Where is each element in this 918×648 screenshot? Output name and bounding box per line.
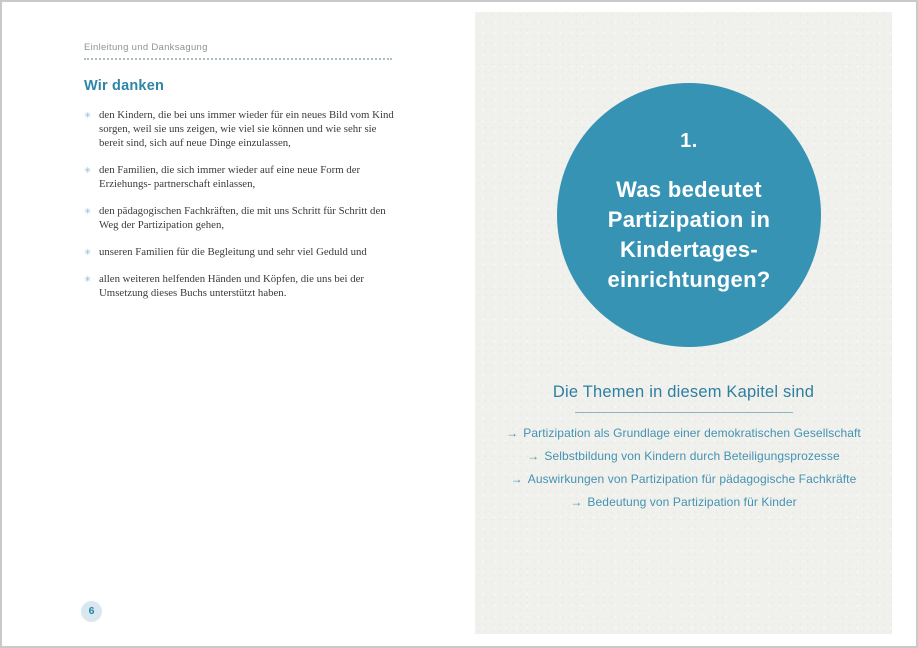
arrow-right-icon: → — [527, 449, 540, 463]
list-item-text: unseren Familien für die Begleitung und sehr viel Geduld und — [99, 246, 367, 258]
list-item-text: den Familien, die sich immer wieder auf eine neue Form der Erziehungs- partnerschaft einlassen, — [99, 164, 361, 190]
topic-label: Auswirkungen von Partizipation für pädagogische Fachkräfte — [527, 472, 857, 486]
topic-item — [475, 495, 892, 509]
running-header-label: Einleitung und Danksagung — [84, 42, 208, 53]
list-item-text: allen weiteren helfenden Händen und Köpfen, die uns bei der Umsetzung dieses Buchs unterstützt haben. — [99, 273, 365, 299]
dotted-rule — [84, 57, 392, 60]
chapter-circle — [557, 83, 821, 347]
page-number-badge: 6 — [81, 601, 102, 622]
arrow-right-icon: → — [510, 472, 523, 486]
topic-item — [475, 426, 892, 440]
topic-label: Selbstbildung von Kindern durch Beteiligungsprozesse — [544, 449, 840, 463]
chapter-title-line: Was bedeutet — [616, 177, 762, 202]
chapter-title-line: Partizipation in — [607, 207, 771, 232]
list-item — [84, 272, 399, 300]
chapter-number: 1. — [680, 130, 698, 152]
topic-label: Partizipation als Grundlage einer demokratischen Gesellschaft — [523, 426, 861, 440]
topic-label: Bedeutung von Partizipation für Kinder — [587, 495, 797, 509]
topic-item — [475, 449, 892, 463]
topics-divider — [575, 412, 793, 413]
chapter-title-line: einrichtungen? — [607, 267, 771, 292]
thanks-list — [84, 108, 399, 313]
list-item — [84, 163, 399, 191]
asterisk-bullet-icon: ✳ — [84, 165, 92, 175]
asterisk-bullet-icon: ✳ — [84, 206, 92, 216]
chapter-title — [557, 175, 821, 295]
arrow-right-icon: → — [570, 495, 583, 509]
asterisk-bullet-icon: ✳ — [84, 110, 92, 120]
list-item-text: den pädagogischen Fachkräften, die mit uns Schritt für Schritt den Weg der Partizipation gehen, — [99, 205, 386, 231]
left-page — [2, 2, 475, 646]
topics-heading: Die Themen in diesem Kapitel sind — [552, 383, 815, 401]
asterisk-bullet-icon: ✳ — [84, 247, 92, 257]
chapter-title-line: Kindertages- — [619, 237, 759, 262]
topic-item — [475, 472, 892, 486]
chapter-topics — [475, 383, 892, 518]
list-item — [84, 108, 399, 150]
running-header — [84, 42, 392, 60]
list-item — [84, 204, 399, 232]
asterisk-bullet-icon: ✳ — [84, 274, 92, 284]
arrow-right-icon: → — [506, 426, 519, 440]
right-page — [475, 12, 892, 634]
section-title: Wir danken — [84, 78, 165, 94]
list-item — [84, 245, 399, 259]
list-item-text: den Kindern, die bei uns immer wieder für ein neues Bild vom Kind sorgen, weil sie uns zeigen, wie viel sie können und wie sehr sie bereit sind, sich auf neue Dinge einzulassen, — [99, 109, 394, 149]
